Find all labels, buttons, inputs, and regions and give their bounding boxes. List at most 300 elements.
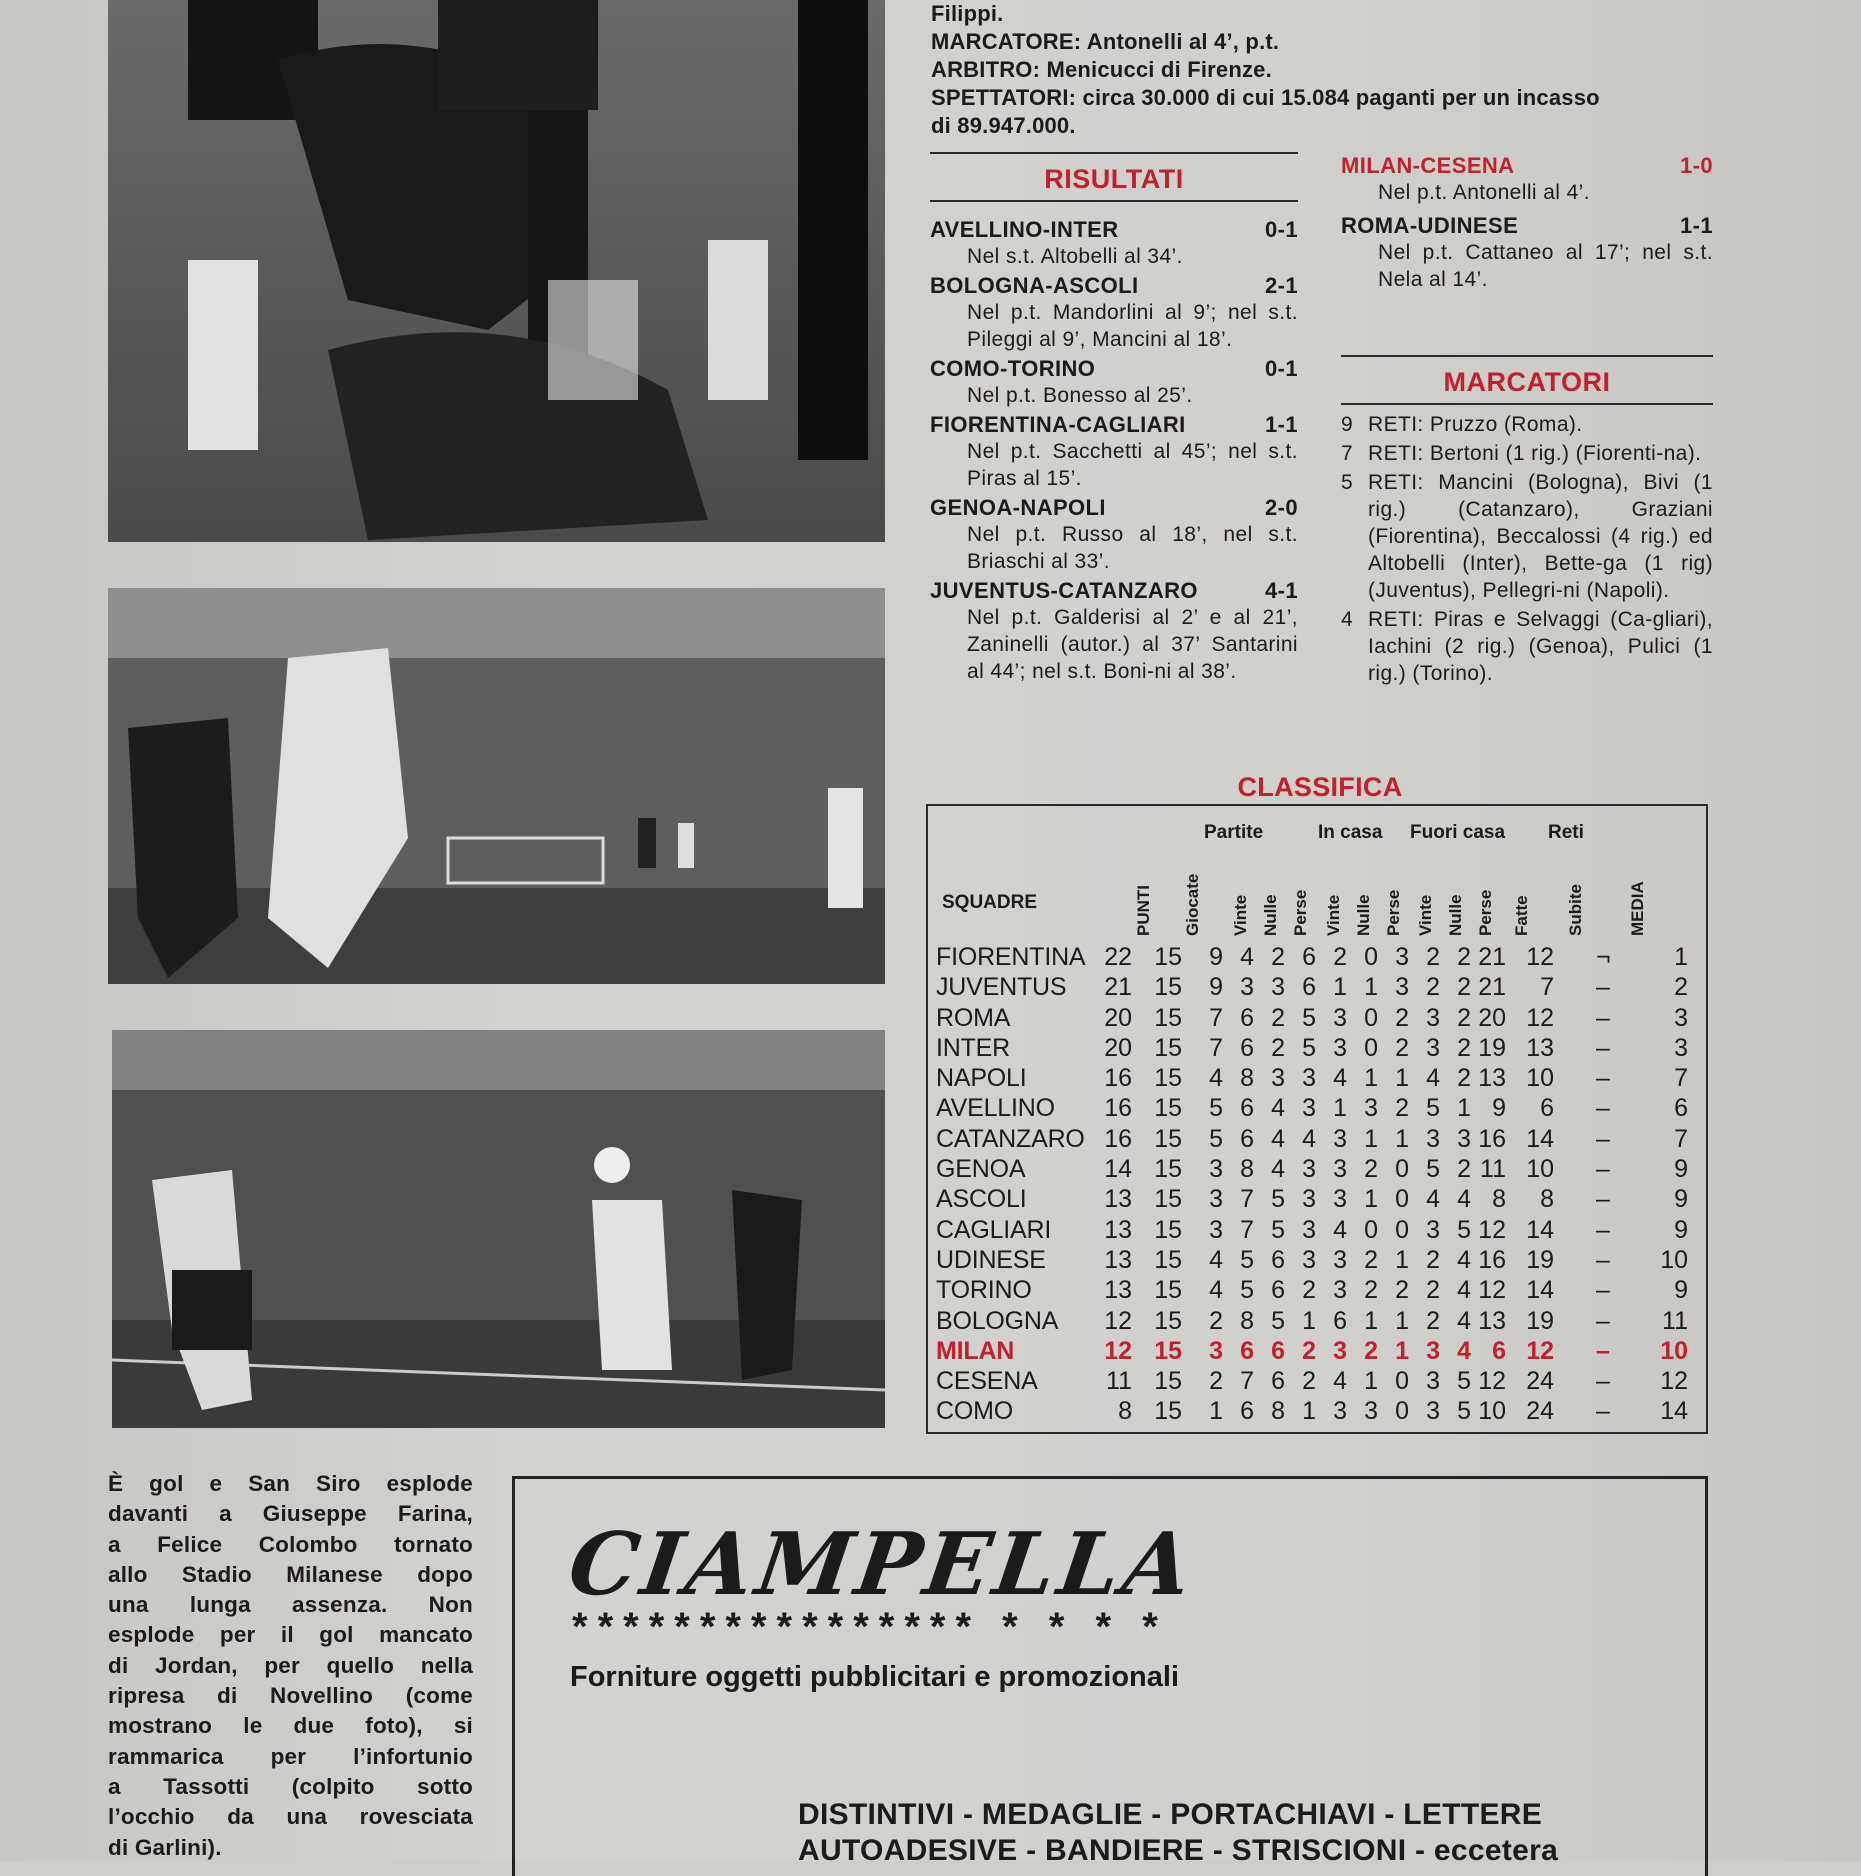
stat-cell: 16 <box>1104 1124 1132 1153</box>
stat-cell: 6 <box>1240 1124 1254 1153</box>
standings-row <box>936 1336 1702 1366</box>
match-info <box>931 0 1711 140</box>
match-teams: AVELLINO-INTER <box>930 217 1119 242</box>
risultati-section <box>930 152 1298 687</box>
stat-cell: 13 <box>1478 1064 1506 1093</box>
marcatori-title: MARCATORI <box>1443 367 1611 397</box>
stat-cell: 16 <box>1478 1124 1506 1153</box>
column-header <box>1384 846 1406 936</box>
stat-cell: 15 <box>1154 943 1182 971</box>
media-separator: – <box>1596 1094 1610 1123</box>
stat-cell: 6 <box>1240 1003 1254 1032</box>
column-header <box>1512 846 1534 936</box>
media-value: 12 <box>1660 1367 1688 1396</box>
team-name: INTER <box>936 1033 1011 1062</box>
stat-cell: 0 <box>1364 1033 1378 1062</box>
column-header-label: Nulle <box>1261 894 1280 936</box>
info-line: Filippi. <box>931 1 1004 26</box>
ad-products <box>798 1797 1558 1869</box>
standings-row <box>936 1033 1702 1063</box>
stat-cell: 1 <box>1364 1064 1378 1093</box>
caption-line: una lunga assenza. Non <box>108 1592 473 1618</box>
stat-cell: 8 <box>1240 1306 1254 1335</box>
standings-row <box>936 1215 1702 1245</box>
stat-cell: 6 <box>1240 1033 1254 1062</box>
stat-cell: 2 <box>1364 1336 1378 1365</box>
stat-cell: 6 <box>1271 1367 1285 1396</box>
stat-cell: 5 <box>1271 1185 1285 1214</box>
column-header <box>1476 846 1498 936</box>
stat-cell: 1 <box>1333 973 1347 1002</box>
caption-line: l’occhio da una rovesciata <box>108 1804 473 1830</box>
match-score: 1-0 <box>1680 153 1713 178</box>
team-name: CATANZARO <box>936 1124 1085 1153</box>
divider <box>930 200 1298 202</box>
stat-cell: 0 <box>1395 1367 1409 1396</box>
stat-cell: 10 <box>1526 1155 1554 1184</box>
info-line-marcatore: MARCATORE: Antonelli al 4’, p.t. <box>931 29 1280 54</box>
stat-cell: 2 <box>1333 943 1347 971</box>
ad-products-line: DISTINTIVI - MEDAGLIE - PORTACHIAVI - LETTERE <box>798 1798 1543 1831</box>
media-value: 1 <box>1674 943 1688 971</box>
media-separator: – <box>1596 1215 1610 1244</box>
column-header-label: Perse <box>1384 889 1403 936</box>
stat-cell: 2 <box>1302 1276 1316 1305</box>
stat-cell: 2 <box>1302 1367 1316 1396</box>
stat-cell: 13 <box>1104 1185 1132 1214</box>
stat-cell: 15 <box>1154 1367 1182 1396</box>
media-value: 7 <box>1674 1124 1688 1153</box>
match-header <box>930 411 1298 438</box>
stat-cell: 1 <box>1395 1306 1409 1335</box>
caption-line: davanti a Giuseppe Farina, <box>108 1501 473 1527</box>
stat-cell: 7 <box>1209 1033 1223 1062</box>
divider <box>1341 403 1713 405</box>
stat-cell: 3 <box>1426 1397 1440 1426</box>
stat-cell: 3 <box>1333 1185 1347 1214</box>
media-value: 9 <box>1674 1276 1688 1305</box>
stat-cell: 0 <box>1395 1215 1409 1244</box>
stat-cell: 4 <box>1457 1276 1471 1305</box>
media-separator: – <box>1596 1276 1610 1305</box>
team-name: JUVENTUS <box>936 973 1067 1002</box>
scorer-entry <box>1341 440 1713 467</box>
match-header <box>930 494 1298 521</box>
stat-cell: 1 <box>1395 1245 1409 1274</box>
stat-cell: 9 <box>1209 943 1223 971</box>
match-teams: ROMA-UDINESE <box>1341 213 1519 238</box>
stat-cell: 2 <box>1364 1155 1378 1184</box>
stat-cell: 4 <box>1457 1185 1471 1214</box>
team-name: TORINO <box>936 1276 1032 1305</box>
stat-cell: 6 <box>1302 943 1316 971</box>
stat-cell: 5 <box>1271 1306 1285 1335</box>
match-result <box>930 411 1298 492</box>
caption-line: mostrano le due foto), si <box>108 1713 473 1739</box>
column-header-label: Vinte <box>1324 894 1343 936</box>
caption-line: a Tassotti (colpito sotto <box>108 1773 473 1799</box>
team-name: FIORENTINA <box>936 943 1086 971</box>
column-header-label: Subite <box>1566 884 1585 936</box>
media-separator: – <box>1596 1245 1610 1274</box>
match-scorers: Nel p.t. Russo al 18’, nel s.t. Briaschi al 33’. <box>967 523 1298 573</box>
caption-line: allo Stadio Milanese dopo <box>108 1561 473 1587</box>
standings-row <box>936 972 1702 1002</box>
stat-cell: 3 <box>1209 1336 1223 1365</box>
stat-cell: 3 <box>1426 1336 1440 1365</box>
media-value: 10 <box>1660 1245 1688 1274</box>
caption-line: a Felice Colombo tornato <box>108 1531 473 1557</box>
stat-cell: 0 <box>1395 1155 1409 1184</box>
stat-cell: 3 <box>1209 1215 1223 1244</box>
team-name: CAGLIARI <box>936 1215 1052 1244</box>
scorer-names: RETI: Piras e Selvaggi (Ca-gliari), Iachini (2 rig.) (Genoa), Pulici (1 rig.) (Torino). <box>1368 608 1713 685</box>
stat-cell: 16 <box>1104 1094 1132 1123</box>
stat-cell: 2 <box>1426 1306 1440 1335</box>
info-line-arbitro: ARBITRO: Menicucci di Firenze. <box>931 57 1272 82</box>
stat-cell: 24 <box>1526 1397 1554 1426</box>
match-header <box>1341 152 1713 179</box>
team-name: NAPOLI <box>936 1064 1027 1093</box>
match-result <box>930 494 1298 575</box>
ciampella-ad <box>512 1476 1708 1876</box>
stat-cell: 20 <box>1104 1033 1132 1062</box>
media-value: 11 <box>1662 1306 1688 1335</box>
stat-cell: 1 <box>1457 1094 1471 1123</box>
column-header <box>1324 846 1346 936</box>
media-value: 3 <box>1674 1003 1688 1032</box>
match-score: 1-1 <box>1265 412 1298 437</box>
stat-cell: 12 <box>1526 1003 1554 1032</box>
stat-cell: 8 <box>1118 1397 1132 1426</box>
team-name: AVELLINO <box>936 1094 1055 1123</box>
stat-cell: 0 <box>1364 1215 1378 1244</box>
match-header <box>1341 212 1713 239</box>
media-separator: – <box>1596 973 1610 1002</box>
stat-cell: 6 <box>1540 1094 1554 1123</box>
stat-cell: 7 <box>1240 1185 1254 1214</box>
stat-cell: 2 <box>1364 1276 1378 1305</box>
match-score: 0-1 <box>1265 356 1298 381</box>
stat-cell: 7 <box>1540 973 1554 1002</box>
stat-cell: 1 <box>1395 1124 1409 1153</box>
stat-cell: 2 <box>1209 1306 1223 1335</box>
match-result <box>1341 212 1713 293</box>
stat-cell: 3 <box>1457 1124 1471 1153</box>
stat-cell: 2 <box>1395 1003 1409 1032</box>
stat-cell: 5 <box>1240 1276 1254 1305</box>
media-separator: ¬ <box>1596 943 1611 971</box>
stat-cell: 2 <box>1271 1033 1285 1062</box>
stat-cell: 3 <box>1364 1397 1378 1426</box>
stat-cell: 15 <box>1154 1306 1182 1335</box>
stat-cell: 10 <box>1478 1397 1506 1426</box>
stat-cell: 5 <box>1457 1215 1471 1244</box>
media-separator: – <box>1596 1397 1610 1426</box>
stat-cell: 1 <box>1364 1367 1378 1396</box>
ad-brand-logo: CIAMPELLA <box>562 1514 1202 1615</box>
stat-cell: 8 <box>1240 1064 1254 1093</box>
team-name: CESENA <box>936 1367 1038 1396</box>
stat-cell: 1 <box>1302 1397 1316 1426</box>
match-teams: BOLOGNA-ASCOLI <box>930 273 1139 298</box>
standings-row <box>936 1306 1702 1336</box>
stat-cell: 12 <box>1104 1336 1132 1365</box>
stat-cell: 19 <box>1526 1245 1554 1274</box>
stat-cell: 22 <box>1104 943 1132 971</box>
stat-cell: 15 <box>1154 1033 1182 1062</box>
stat-cell: 12 <box>1104 1306 1132 1335</box>
stat-cell: 3 <box>1333 1397 1347 1426</box>
column-header-label: Fatte <box>1512 895 1531 936</box>
stat-cell: 3 <box>1302 1064 1316 1093</box>
stat-cell: 9 <box>1209 973 1223 1002</box>
stat-cell: 3 <box>1426 1367 1440 1396</box>
stat-cell: 3 <box>1209 1185 1223 1214</box>
stat-cell: 8 <box>1540 1185 1554 1214</box>
stat-cell: 5 <box>1426 1094 1440 1123</box>
goals-count: 5 <box>1341 471 1354 494</box>
standings-row <box>936 1154 1702 1184</box>
stat-cell: 0 <box>1364 943 1378 971</box>
stat-cell: 13 <box>1104 1245 1132 1274</box>
stat-cell: 20 <box>1104 1003 1132 1032</box>
caption-line: ripresa di Novellino (come <box>108 1683 473 1709</box>
group-partite: Partite <box>1204 822 1264 843</box>
stat-cell: 15 <box>1154 1155 1182 1184</box>
stat-cell: 5 <box>1457 1397 1471 1426</box>
match-header <box>930 577 1298 604</box>
standings-row <box>936 1124 1702 1154</box>
stat-cell: 13 <box>1104 1276 1132 1305</box>
stat-cell: 15 <box>1154 1276 1182 1305</box>
classifica-title: CLASSIFICA <box>1237 772 1403 802</box>
media-separator: – <box>1596 1306 1610 1335</box>
caption-line: rammarica per l’infortunio <box>108 1743 473 1769</box>
match-score: 2-0 <box>1265 495 1298 520</box>
stat-cell: 2 <box>1457 1064 1471 1093</box>
stat-cell: 1 <box>1395 1064 1409 1093</box>
media-value: 10 <box>1660 1336 1688 1365</box>
scorer-entry <box>1341 606 1713 687</box>
match-teams: MILAN-CESENA <box>1341 153 1515 178</box>
stat-cell: 16 <box>1104 1064 1132 1093</box>
stat-cell: 6 <box>1271 1336 1285 1365</box>
scorer-names: RETI: Bertoni (1 rig.) (Fiorenti-na). <box>1368 442 1702 465</box>
media-separator: – <box>1596 1124 1610 1153</box>
scorer-entry <box>1341 411 1713 438</box>
stat-cell: 6 <box>1240 1397 1254 1426</box>
column-header-label: Perse <box>1291 889 1310 936</box>
column-header <box>1354 846 1376 936</box>
stat-cell: 15 <box>1154 973 1182 1002</box>
stat-cell: 5 <box>1271 1215 1285 1244</box>
match-score: 2-1 <box>1265 273 1298 298</box>
stat-cell: 5 <box>1426 1155 1440 1184</box>
stat-cell: 2 <box>1395 1276 1409 1305</box>
standings-row <box>936 1063 1702 1093</box>
stat-cell: 4 <box>1271 1155 1285 1184</box>
stat-cell: 3 <box>1426 1215 1440 1244</box>
caption-line: di Jordan, per quello nella <box>108 1652 473 1678</box>
stat-cell: 3 <box>1333 1336 1347 1365</box>
caption-line: esplode per il gol mancato <box>108 1622 473 1648</box>
media-value: 2 <box>1674 973 1688 1002</box>
stat-cell: 19 <box>1478 1033 1506 1062</box>
stat-cell: 15 <box>1154 1336 1182 1365</box>
stat-cell: 1 <box>1333 1094 1347 1123</box>
stat-cell: 8 <box>1492 1185 1506 1214</box>
stat-cell: 5 <box>1457 1367 1471 1396</box>
standings-row <box>936 1093 1702 1123</box>
stat-cell: 1 <box>1364 1185 1378 1214</box>
team-name: MILAN <box>936 1336 1015 1365</box>
standings-row <box>936 1366 1702 1396</box>
ad-products-line: AUTOADESIVE - BANDIERE - STRISCIONI - eccetera <box>798 1834 1559 1867</box>
stat-cell: 4 <box>1209 1276 1223 1305</box>
ad-tagline: Forniture oggetti pubblicitari e promozionali <box>570 1661 1179 1693</box>
match-scorers: Nel p.t. Sacchetti al 45’; nel s.t. Piras al 15’. <box>967 440 1298 490</box>
stat-cell: 1 <box>1209 1397 1223 1426</box>
stat-cell: 3 <box>1271 973 1285 1002</box>
standings-row <box>936 1275 1702 1305</box>
stat-cell: 3 <box>1302 1094 1316 1123</box>
match-score: 0-1 <box>1265 217 1298 242</box>
stat-cell: 21 <box>1104 973 1132 1002</box>
stat-cell: 3 <box>1426 1033 1440 1062</box>
stat-cell: 21 <box>1478 943 1506 971</box>
match-scorers: Nel p.t. Antonelli al 4’. <box>1378 181 1590 204</box>
stat-cell: 15 <box>1154 1003 1182 1032</box>
column-header-label: Nulle <box>1446 894 1465 936</box>
caption-line: di Garlini). <box>108 1834 222 1860</box>
stat-cell: 3 <box>1333 1276 1347 1305</box>
stat-cell: 9 <box>1492 1094 1506 1123</box>
stat-cell: 11 <box>1480 1155 1506 1184</box>
stat-cell: 3 <box>1395 973 1409 1002</box>
column-header <box>1231 846 1253 936</box>
scorer-entry <box>1341 469 1713 604</box>
column-header-label: Giocate <box>1183 873 1202 936</box>
squadre-header: SQUADRE <box>942 892 1038 913</box>
risultati-title: RISULTATI <box>1044 164 1184 194</box>
stat-cell: 3 <box>1333 1155 1347 1184</box>
stat-cell: 6 <box>1333 1306 1347 1335</box>
stat-cell: 2 <box>1426 1245 1440 1274</box>
stat-cell: 3 <box>1333 1003 1347 1032</box>
stat-cell: 3 <box>1240 973 1254 1002</box>
column-header <box>1261 846 1283 936</box>
media-value: 9 <box>1674 1155 1688 1184</box>
stat-cell: 11 <box>1106 1367 1132 1396</box>
stat-cell: 5 <box>1209 1124 1223 1153</box>
column-header-label: MEDIA <box>1628 881 1647 936</box>
standings-row <box>936 1184 1702 1214</box>
stat-cell: 14 <box>1104 1155 1132 1184</box>
column-header <box>1291 846 1313 936</box>
stat-cell: 14 <box>1526 1215 1554 1244</box>
scorer-names: RETI: Mancini (Bologna), Bivi (1 rig.) (Catanzaro), Graziani (Fiorentina), Beccalossi (4 rig.) ed Altobelli (Inter), Bette-ga (1 rig) (Juventus), Pellegri-ni (Napoli). <box>1368 471 1713 602</box>
stat-cell: 5 <box>1240 1245 1254 1274</box>
stat-cell: 3 <box>1333 1033 1347 1062</box>
info-line-incasso: di 89.947.000. <box>931 113 1076 138</box>
stat-cell: 15 <box>1154 1397 1182 1426</box>
match-header <box>930 216 1298 243</box>
stat-cell: 0 <box>1395 1185 1409 1214</box>
stat-cell: 4 <box>1209 1245 1223 1274</box>
stat-cell: 2 <box>1364 1245 1378 1274</box>
team-name: COMO <box>936 1397 1013 1426</box>
stat-cell: 12 <box>1526 1336 1554 1365</box>
stat-cell: 3 <box>1333 1124 1347 1153</box>
stat-cell: 4 <box>1426 1064 1440 1093</box>
stat-cell: 13 <box>1526 1033 1554 1062</box>
match-header <box>930 272 1298 299</box>
stat-cell: 2 <box>1209 1367 1223 1396</box>
stat-cell: 4 <box>1333 1064 1347 1093</box>
match-scorers: Nel p.t. Mandorlini al 9’; nel s.t. Pileggi al 9’, Mancini al 18’. <box>967 301 1298 351</box>
stat-cell: 16 <box>1478 1245 1506 1274</box>
stat-cell: 0 <box>1364 1003 1378 1032</box>
match-teams: JUVENTUS-CATANZARO <box>930 578 1198 603</box>
stat-cell: 2 <box>1426 973 1440 1002</box>
stat-cell: 3 <box>1395 943 1409 971</box>
media-value: 6 <box>1674 1094 1688 1123</box>
caption-line: È gol e San Siro esplode <box>108 1471 473 1496</box>
media-value: 9 <box>1674 1185 1688 1214</box>
media-separator: – <box>1596 1064 1610 1093</box>
match-header <box>930 355 1298 382</box>
team-name: ASCOLI <box>936 1185 1027 1214</box>
stat-cell: 12 <box>1526 943 1554 971</box>
stat-cell: 2 <box>1457 1155 1471 1184</box>
stat-cell: 2 <box>1457 1033 1471 1062</box>
classifica-table <box>926 804 1708 1434</box>
stat-cell: 6 <box>1240 1336 1254 1365</box>
stat-cell: 13 <box>1478 1306 1506 1335</box>
media-separator: – <box>1596 1185 1610 1214</box>
stat-cell: 4 <box>1333 1367 1347 1396</box>
stat-cell: 15 <box>1154 1215 1182 1244</box>
stat-cell: 1 <box>1302 1306 1316 1335</box>
team-name: ROMA <box>936 1003 1011 1032</box>
stat-cell: 21 <box>1478 973 1506 1002</box>
stat-cell: 4 <box>1302 1124 1316 1153</box>
stat-cell: 8 <box>1271 1397 1285 1426</box>
column-header <box>1628 846 1650 936</box>
stat-cell: 15 <box>1154 1064 1182 1093</box>
stat-cell: 2 <box>1395 1033 1409 1062</box>
stat-cell: 4 <box>1426 1185 1440 1214</box>
stat-cell: 3 <box>1426 1124 1440 1153</box>
stat-cell: 10 <box>1526 1064 1554 1093</box>
stat-cell: 6 <box>1240 1094 1254 1123</box>
group-in-casa: In casa <box>1318 822 1383 843</box>
stat-cell: 3 <box>1302 1155 1316 1184</box>
stat-cell: 2 <box>1457 1003 1471 1032</box>
stat-cell: 6 <box>1492 1336 1506 1365</box>
media-value: 7 <box>1674 1064 1688 1093</box>
team-name: GENOA <box>936 1155 1026 1184</box>
stat-cell: 4 <box>1457 1336 1471 1365</box>
standings-row <box>936 942 1702 972</box>
stat-cell: 15 <box>1154 1124 1182 1153</box>
column-header-label: Nulle <box>1354 894 1373 936</box>
column-header <box>1183 846 1205 936</box>
column-header-label: Vinte <box>1231 894 1250 936</box>
stat-cell: 12 <box>1478 1276 1506 1305</box>
stat-cell: 3 <box>1271 1064 1285 1093</box>
